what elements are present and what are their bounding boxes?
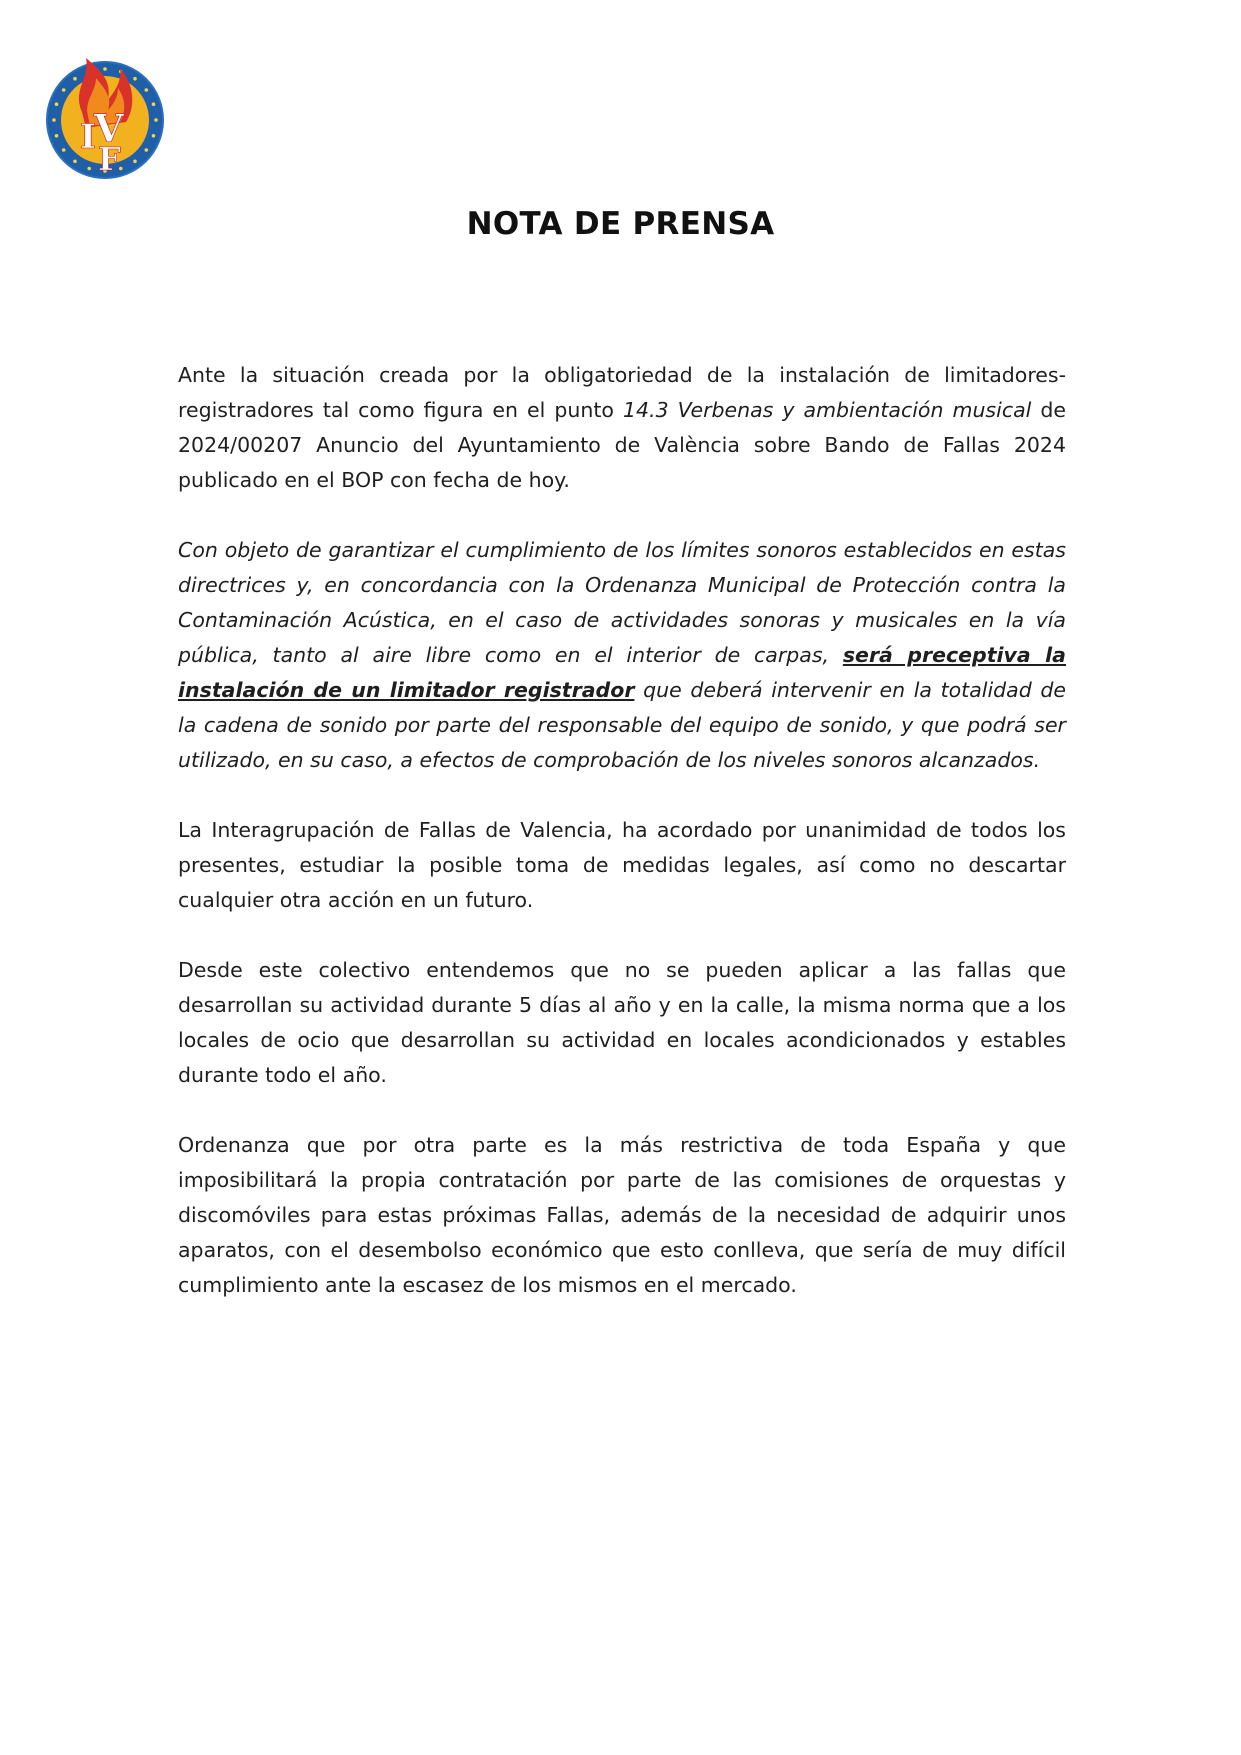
- paragraph-1: [178, 358, 1066, 498]
- svg-text:V: V: [94, 106, 124, 151]
- svg-text:I: I: [80, 117, 96, 157]
- logo-star-icon: [55, 102, 59, 106]
- paragraph-2-quote: [178, 533, 1066, 778]
- svg-text:F: F: [98, 140, 121, 178]
- paragraph-1-text-b: de 2024/00207 Anuncio del Ayuntamiento de València sobre Bando de Fallas 2024 publicado en el BOP con fecha de hoy.: [178, 398, 1066, 492]
- logo-star-icon: [62, 148, 66, 152]
- page-title: NOTA DE PRENSA: [466, 206, 775, 242]
- organization-logo: [42, 50, 168, 182]
- paragraph-1-italic-reference: 14.3 Verbenas y ambientación musical: [622, 398, 1032, 422]
- paragraph-2-emphasis: será preceptiva la instalación de un limitador registrador: [178, 643, 1066, 702]
- logo-star-icon: [73, 160, 77, 164]
- logo-star-icon: [73, 77, 77, 81]
- logo-star-icon: [133, 77, 137, 81]
- paragraph-3: La Interagrupación de Fallas de Valencia, ha acordado por unanimidad de todos los presentes, estudiar la posible toma de medidas legales, así como no descartar cualquier otra acción en un futuro.: [178, 818, 1066, 912]
- logo-star-icon: [152, 102, 156, 106]
- logo-star-icon: [145, 148, 149, 152]
- logo-star-icon: [145, 88, 149, 92]
- logo-emblem-icon: [42, 50, 168, 182]
- paragraph-2-text-a: Con objeto de garantizar el cumplimiento de los límites sonoros establecidos en estas directrices y, en concordancia con la Ordenanza Municipal de Protección contra la Contaminación Acústica, en el caso de actividades sonoras y musicales en la vía pública, tanto al aire libre como en el interior de carpas,: [178, 538, 1066, 667]
- logo-star-icon: [133, 160, 137, 164]
- paragraph-2-text-b: que deberá intervenir en la totalidad de la cadena de sonido por parte del responsable del equipo de sonido, y que podrá ser utilizado, en su caso, a efectos de comprobación de los niveles sonoros alcanzados.: [178, 678, 1066, 772]
- logo-star-icon: [55, 134, 59, 138]
- paragraph-4: Desde este colectivo entendemos que no se pueden aplicar a las fallas que desarrollan su actividad durante 5 días al año y en la calle, la misma norma que a los locales de ocio que desarrollan su actividad en locales acondicionados y estables durante todo el año.: [178, 958, 1066, 1087]
- logo-star-icon: [62, 88, 66, 92]
- logo-star-icon: [152, 134, 156, 138]
- paragraph-1-text-a: Ante la situación creada por la obligatoriedad de la instalación de limitadores-registradores tal como figura en el punto: [178, 363, 1066, 422]
- logo-star-icon: [103, 67, 107, 71]
- logo-star-icon: [154, 118, 158, 122]
- press-release-body: [178, 358, 1066, 1338]
- logo-star-icon: [52, 118, 56, 122]
- paragraph-5: Ordenanza que por otra parte es la más restrictiva de toda España y que imposibilitará la propia contratación por parte de las comisiones de orquestas y discomóviles para estas próximas Fallas, además de la necesidad de adquirir unos aparatos, con el desembolso económico que esto conlleva, que sería de muy difícil cumplimiento ante la escasez de los mismos en el mercado.: [178, 1133, 1066, 1297]
- logo-star-icon: [87, 167, 91, 171]
